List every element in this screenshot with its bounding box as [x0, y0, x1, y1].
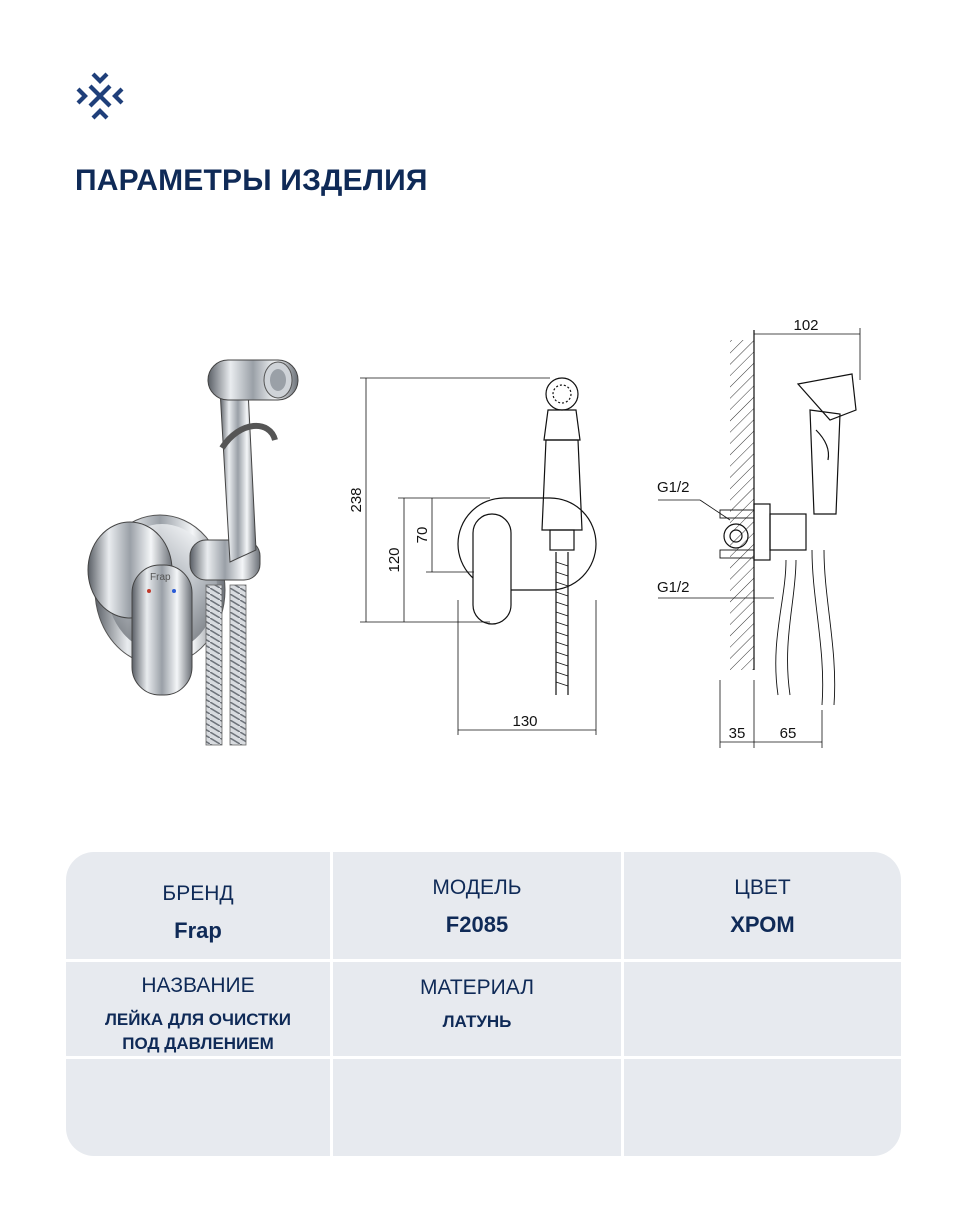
spec-color [624, 876, 901, 938]
spec-value-line: ЛЕЙКА ДЛЯ ОЧИСТКИ [104, 1010, 292, 1029]
spec-label: МАТЕРИАЛ [419, 976, 535, 999]
specs-table [66, 852, 901, 1156]
spec-name [66, 974, 330, 1056]
dim-height-total: 238 [348, 487, 365, 513]
spec-value [66, 1008, 330, 1056]
spec-value: Frap [174, 918, 222, 943]
product-photo [88, 360, 298, 745]
spec-value-line: ПОД ДАВЛЕНИЕМ [122, 1034, 274, 1053]
dim-wall-depth: 35 [728, 725, 746, 742]
spec-value: ХРОМ [730, 912, 795, 937]
dim-body-depth: 65 [779, 725, 797, 742]
page-title: ПАРАМЕТРЫ ИЗДЕЛИЯ [75, 164, 428, 197]
spec-label: ЦВЕТ [734, 876, 791, 899]
spec-label: НАЗВАНИЕ [141, 974, 255, 997]
dim-height-mid: 120 [386, 547, 403, 573]
dim-thread-bottom: G1/2 [657, 579, 690, 596]
specs-divider [66, 1056, 901, 1059]
product-brand-mark: Frap [150, 572, 171, 583]
dim-width-front: 130 [512, 713, 538, 730]
dim-thread-top: G1/2 [657, 479, 690, 496]
spec-material [333, 976, 621, 1034]
side-view-drawing [658, 328, 860, 748]
snowflake-logo-icon [74, 70, 126, 122]
spec-label: МОДЕЛЬ [432, 876, 522, 899]
spec-value: F2085 [445, 912, 509, 937]
spec-label: БРЕНД [162, 882, 234, 905]
dim-depth-total: 102 [793, 317, 819, 334]
spec-value: ЛАТУНЬ [442, 1012, 512, 1031]
product-drawing [70, 300, 890, 780]
spec-model [333, 876, 621, 938]
dim-height-plate: 70 [414, 526, 431, 544]
specs-divider [66, 959, 901, 962]
spec-brand [66, 882, 330, 944]
